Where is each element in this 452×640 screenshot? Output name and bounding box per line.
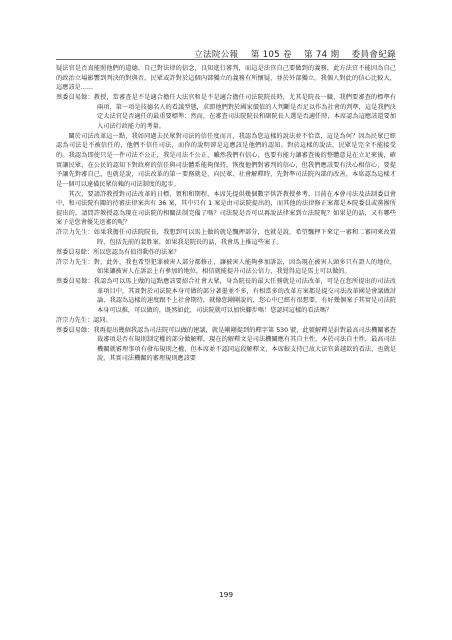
paragraph-continuation: 疑法官是否真能照他們的道德、自己對法律的信念，良知進行審判，而這是法官自己要做到的義務，此方法官不能因為自己的政治立場影響到判決的對與否。民眾或許對於這個內部獨立的義務有所懷疑，並於外部獨立。我個人對此的信心比較大，這應該是…… [56, 65, 396, 92]
paragraph-speaker: 蔡委員易餘：我再提出幾個我認為司法院可以做的建議，就是剛剛提到的釋字第 530 號，此號解釋是針對最高司法機關審查裁審項是否有規則制定權的部分做解釋，現在的解釋文是司法機關應有其自主性，本於司法自主性，最高司法機關就審理事項有發布規則之權，但本席並不認同這段解釋文，本席較支持已故大法官黃越欽的看法，也就是說，其實司法機關的審理規則應該要 [56, 326, 396, 363]
section-label: 委員會紀錄 [351, 50, 396, 60]
header-rule [56, 59, 396, 60]
paragraph-speaker: 蔡委員易餘：所以您認為有值得動作的法案？ [56, 248, 180, 256]
volume-label: 第 105 卷 [250, 50, 292, 60]
paragraph-indented: 其次，要請許教授對司法改革的日標，領和和期程，本席先提供幾個數字供許教授參考。目前在本會司法及法制委員會中，和司法院有關的待審法律案共有 36 案，其中只有 1 案是由司法院提出的，而其他的法律修正案都是本院委員或黨團所提出的。請問許教授認為現在司法院的相關法制完備了嗎？司法院是否可以再說法律案到立法院呢？如果是的話，又有哪些案子是您會優先送審的呢？ [56, 190, 396, 227]
paragraph-speaker: 許宗力先生：對，此外，我也希望犯罪被害人部分都修正，讓被害人能夠參加訴訟，因為現在被害人頭多只有證人的地位，如果讓被害人在訴訟上有參加的地位，相信就能提升司法公信力，我覺得這是馬上可以做的。 [56, 258, 396, 276]
paragraph-speaker: 蔡委員易餘：我認為可以馬上做的這點應該要紹合社會大眾，身為院長的最大任務就是司法改革，可是在您所提出的司法改革項目中，其實對於司法院本身可做的部分著墨並不多，有相當多的改革方案都是提交司法改革國是會議做討論，我認為這樣的速度跟不上社會期待，就像您剛剛說的，您心中已經有很想要，有好幾個案子其實是司法院本身可以推，可以做的，既然如此，司法院就可以加快腳步嗎！您認同這樣的看法嗎？ [56, 278, 396, 314]
page-number: 199 [218, 590, 234, 599]
paragraph-indented: 關於司法改革這一點，我如同過去民眾對司法的信任度而言，我認為您這樣的說法並不恰當，這是為何？因為民眾已經認為司法是不被信任的，他們不信任司法，而你的說明卻是這應該是他們的認知。對於這樣的說法，民眾是完全不能接受的。我認為即使只是一件司法不公正，我是司法不公正，雖然我們有信心，也要有能力讓審查後的整體意見在立足來後，確實讓民眾，在公民的認知下對政府的信任與司法體系能夠保持，恢復他們對審判的信心，但我們應該要有決心相信心，要提予讓先對審自己，也就是說，司法改革的第一要務就是，向民眾、社會解釋時，先對準司法院內部的改善，本席認為這樣才是一個可以達備民眾信賴的司法制度的起步。 [56, 132, 396, 188]
publication-name: 立法院公報 [194, 50, 239, 60]
paragraph-speaker: 許宗力先生：如果我擔任司法院院長，我想到可以馬上做的就是飄押部分，也就是說，希望飄押下來定一審和二審同來改置時，包括先前的裴胜案，如果我是院長的話，我會馬上推這些案子。 [56, 229, 396, 246]
paragraph-speaker: 蔡委員易餘：教授，當審查是不是適合擔任大法官和是不是適合擔任司法院院長時，尤其是院長一職，我們要審查的標準有兩項，第一項是技德名人的看議型態，求即他們對於國家價值的人判斷是否足以作為社會的判準，這是我們決定大法官是否適任的最重要標準；然而，在審查司法院院長和副院長人選是否適任時，本席認為這應該還要加入司法行政能力的考量。 [56, 94, 396, 130]
issue-label: 第 74 期 [303, 50, 340, 60]
document-body [56, 64, 396, 364]
paragraph-speaker: 許宗力先生：認同。 [56, 316, 112, 324]
